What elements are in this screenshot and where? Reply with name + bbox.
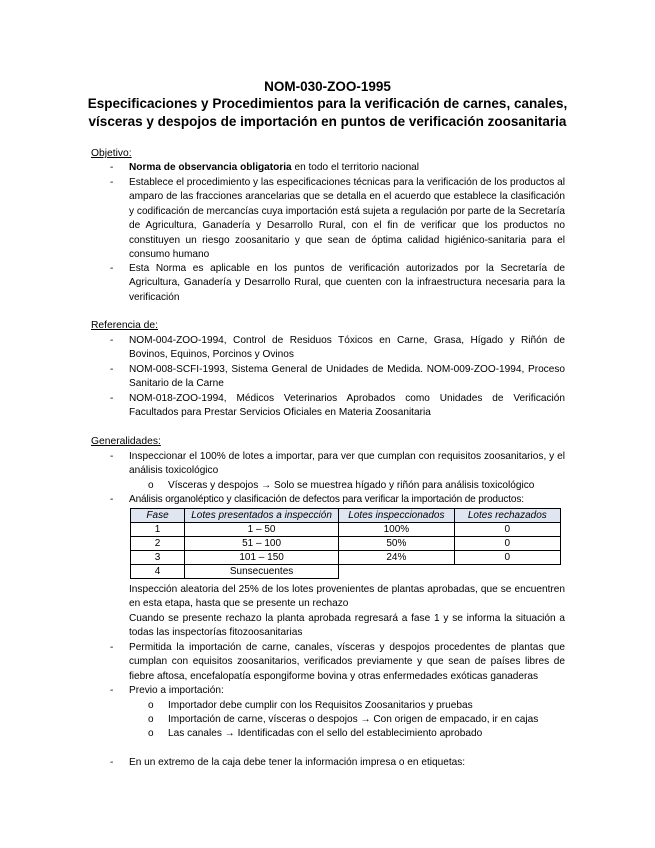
list-dash: -	[110, 451, 114, 462]
list-dash: -	[110, 685, 114, 696]
sub-list-item: Vísceras y despojos → Solo se muestrea hígado y riñón para análisis toxicológico	[168, 480, 535, 491]
table-cell: 1	[131, 523, 185, 537]
table-cell: 4	[131, 565, 185, 579]
list-dash: -	[110, 162, 114, 173]
table-cell: 51 – 100	[185, 537, 339, 551]
sub-bullet: o	[148, 728, 154, 739]
section-heading-referencia: Referencia de:	[91, 320, 158, 331]
list-item: NOM-018-ZOO-1994, Médicos Veterinarios Aprobados como Unidades de Verificación Facultados para Prestar Servicios Oficiales en Materia Zoosanitaria	[129, 393, 565, 419]
paragraph: Inspección aleatoria del 25% de los lotes provenientes de plantas aprobadas, que se encuentren en esta etapa, hasta que se presente un rechazo	[129, 584, 565, 610]
table-cell	[339, 565, 455, 579]
table-row	[131, 523, 561, 537]
sub-list-item: Importación de carne, vísceras o despojos → Con origen de empacado, ir en cajas	[168, 714, 539, 725]
column-header: Lotes rechazados	[454, 509, 560, 523]
list-item: Inspeccionar el 100% de lotes a importar, para ver que cumplan con requisitos zoosanitarios, y el análisis toxicológico	[129, 451, 565, 477]
list-dash: -	[110, 494, 114, 505]
bold-text: Norma de observancia obligatoria	[129, 162, 292, 173]
table-cell: 50%	[339, 537, 455, 551]
list-item: NOM-008-SCFI-1993, Sistema General de Unidades de Medida. NOM-009-ZOO-1994, Proceso Sanitario de la Carne	[129, 364, 565, 390]
paragraph: Cuando se presente rechazo la planta aprobada regresará a fase 1 y se informa la situación a todas las inspectorías fitozoosanitarias	[129, 613, 565, 639]
list-item: Esta Norma es aplicable en los puntos de verificación autorizados por la Secretaría de Agricultura, Ganadería y Desarrollo Rural, que cuenten con la infraestructura necesaria para la verificación	[129, 263, 565, 303]
table-cell: 0	[454, 537, 560, 551]
table-row	[131, 565, 561, 579]
phases-table	[130, 508, 561, 579]
table-cell: 1 – 50	[185, 523, 339, 537]
document-title-line2: vísceras y despojos de importación en puntos de verificación zoosanitaria	[88, 114, 567, 129]
list-dash: -	[110, 393, 114, 404]
list-item: Establece el procedimiento y las especificaciones técnicas para la verificación de los productos al amparo de las fracciones arancelarias que se detalla en el acuerdo que establece la clasificación y codificación de mercancías cuya importación está sujeta a regulación por parte de la Secretaría de Agricultura, Ganadería y Desarrollo Rural, con el fin de verificar que los productos no constituyen un riesgo zoosanitario y que sean de óptima calidad higiénico-sanitaria para el consumo humano	[129, 177, 565, 261]
list-dash: -	[110, 364, 114, 375]
table-cell: 101 – 150	[185, 551, 339, 565]
sub-bullet: o	[148, 714, 154, 725]
table-cell: Sunsecuentes	[185, 565, 339, 579]
column-header: Lotes presentados a inspección	[185, 509, 339, 523]
list-dash: -	[110, 263, 114, 274]
table-cell: 0	[454, 551, 560, 565]
list-item	[129, 161, 565, 175]
list-item: Previo a importación:	[129, 685, 224, 696]
list-dash: -	[110, 642, 114, 653]
sub-list-item: Las canales → Identificadas con el sello del establecimiento aprobado	[168, 728, 483, 739]
section-heading-objetivo: Objetivo:	[91, 148, 132, 159]
table-cell: 100%	[339, 523, 455, 537]
section-heading-generalidades: Generalidades:	[91, 436, 161, 447]
table-row	[131, 537, 561, 551]
table-cell: 3	[131, 551, 185, 565]
document-code: NOM-030-ZOO-1995	[264, 79, 391, 94]
list-dash: -	[110, 757, 114, 768]
list-item-text: en todo el territorio nacional	[291, 162, 420, 173]
table-row	[131, 551, 561, 565]
list-dash: -	[110, 177, 114, 188]
list-dash: -	[110, 335, 114, 346]
sub-bullet: o	[148, 480, 154, 491]
table-cell	[454, 565, 560, 579]
table-cell: 0	[454, 523, 560, 537]
table-cell: 24%	[339, 551, 455, 565]
sub-bullet: o	[148, 700, 154, 711]
list-item: Permitida la importación de carne, canales, vísceras y despojos procedentes de plantas que cumplan con equisitos zoosanitarios, verificados previamente y que sean de países libres de fiebre aftosa, encefalopatía espongiforme bovina y otras enfermedades exóticas ganaderas	[129, 642, 565, 682]
column-header: Fase	[131, 509, 185, 523]
table-header-row	[131, 509, 561, 523]
table-cell: 2	[131, 537, 185, 551]
list-item: Análisis organoléptico y clasificación de defectos para verificar la importación de productos:	[129, 494, 524, 505]
document-title-line1: Especificaciones y Procedimientos para la verificación de carnes, canales,	[87, 96, 568, 111]
sub-list-item: Importador debe cumplir con los Requisitos Zoosanitarios y pruebas	[168, 700, 473, 711]
column-header: Lotes inspeccionados	[339, 509, 455, 523]
list-item: NOM-004-ZOO-1994, Control de Residuos Tóxicos en Carne, Grasa, Hígado y Riñón de Bovinos, Equinos, Porcinos y Ovinos	[129, 335, 565, 361]
list-item: En un extremo de la caja debe tener la información impresa o en etiquetas:	[129, 757, 466, 768]
